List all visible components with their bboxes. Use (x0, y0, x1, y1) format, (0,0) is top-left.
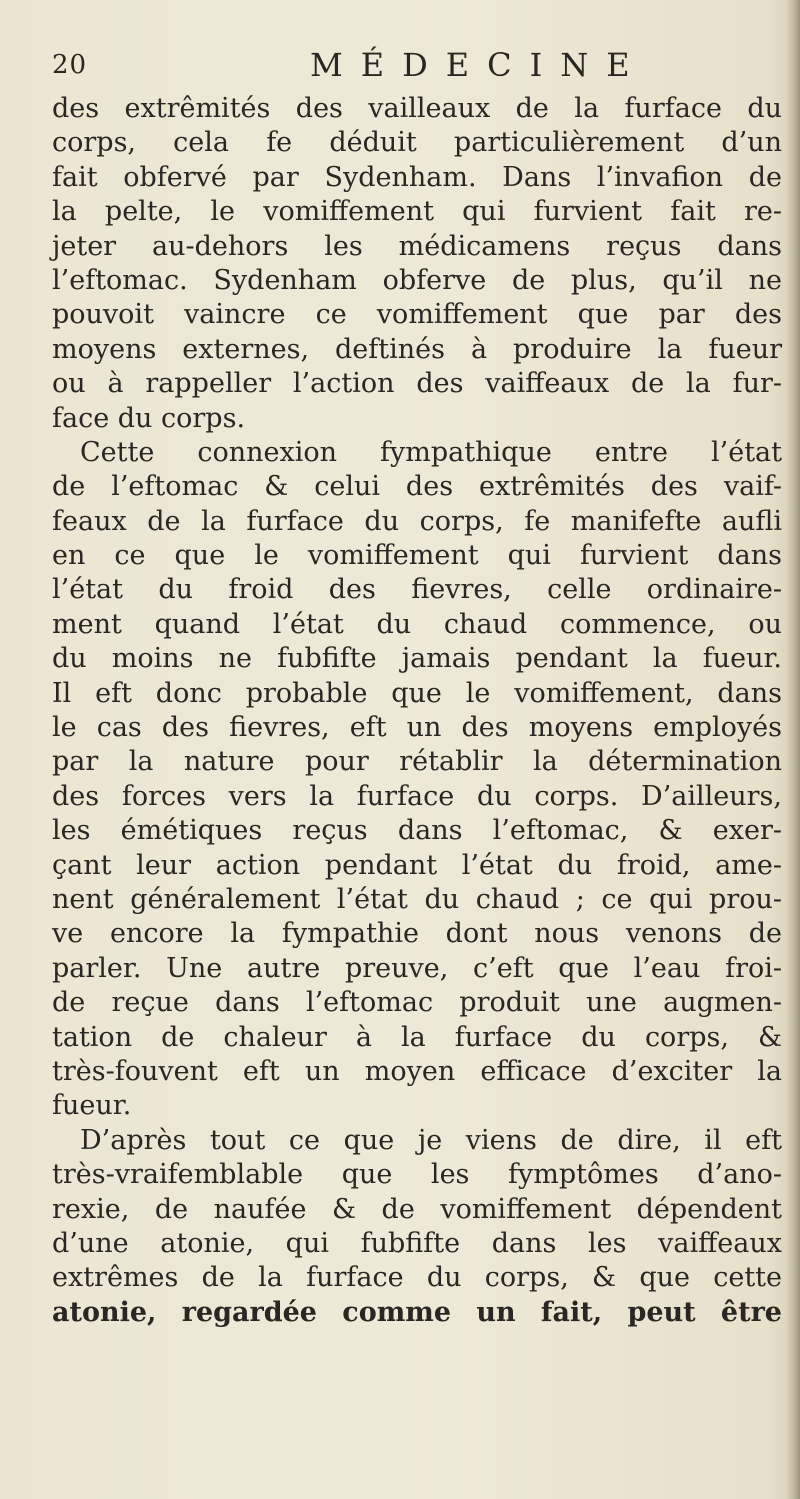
text-line: feaux de la furface du corps, fe manifefte aufli (52, 505, 782, 537)
text-line: jeter au-dehors les médicamens reçus dans (52, 230, 782, 262)
text-line: de reçue dans l’eftomac produit une augmen- (52, 987, 782, 1019)
text-line: l’eftomac. Sydenham obferve de plus, qu’il ne (52, 264, 782, 296)
text-line: très-vraifemblable que les fymptômes d’ano- (52, 1159, 782, 1191)
text-line: de l’eftomac & celui des extrêmités des vaif- (52, 471, 782, 503)
page-number: 20 (52, 50, 88, 80)
text-line: le cas des fievres, eft un des moyens employés (52, 712, 782, 744)
text-line: d’une atonie, qui fubfifte dans les vaiffeaux (52, 1227, 782, 1259)
text-line: face du corps. (52, 402, 246, 434)
text-line: rexie, de naufée & de vomiffement dépendent (52, 1193, 782, 1225)
text-line: du moins ne fubfifte jamais pendant la fueur. (52, 643, 782, 675)
text-line: çant leur action pendant l’état du froid, ame- (52, 849, 782, 881)
text-line: fait obfervé par Sydenham. Dans l’invafion de (52, 161, 782, 193)
text-line: Il eft donc probable que le vomiffement, dans (52, 677, 782, 709)
body-text (52, 92, 782, 1330)
text-line: par la nature pour rétablir la détermination (52, 746, 782, 778)
paragraph-start-line: Cette connexion fympathique entre l’état (80, 436, 782, 468)
text-line: ment quand l’état du chaud commence, ou (52, 608, 782, 640)
text-line: l’état du froid des fievres, celle ordinaire- (52, 574, 782, 606)
text-line: nent généralement l’état du chaud ; ce qui prou- (52, 883, 782, 915)
page-edge-shadow (786, 0, 800, 1499)
text-line: moyens externes, deftinés à produire la fueur (52, 333, 782, 365)
text-line: très-fouvent eft un moyen efficace d’exciter la (52, 1055, 782, 1087)
paragraph-start-line: D’après tout ce que je viens de dire, il eft (80, 1124, 782, 1156)
text-line: en ce que le vomiffement qui furvient dans (52, 540, 782, 572)
text-line: atonie, regardée comme un fait, peut être (52, 1296, 782, 1328)
text-line: corps, cela fe déduit particulièrement d’un (52, 127, 782, 159)
text-line: pouvoit vaincre ce vomiffement que par des (52, 299, 782, 331)
text-line: des extrêmités des vailleaux de la furface du (52, 93, 782, 124)
text-line: les émétiques reçus dans l’eftomac, & exer- (52, 815, 782, 847)
text-line: ou à rappeller l’action des vaiffeaux de la fur- (52, 368, 782, 400)
text-line: ve encore la fympathie dont nous venons de (52, 918, 782, 950)
text-line: des forces vers la furface du corps. D’ailleurs, (52, 780, 782, 812)
page-header (52, 46, 772, 88)
text-line: tation de chaleur à la furface du corps, & (52, 1021, 782, 1053)
text-line: extrêmes de la furface du corps, & que cette (52, 1262, 782, 1294)
text-line: la pelte, le vomiffement qui furvient fait re- (52, 196, 782, 228)
running-title: MÉDECINE (310, 46, 648, 84)
text-line: parler. Une autre preuve, c’eft que l’eau froi- (52, 952, 782, 984)
text-line: fueur. (52, 1090, 132, 1122)
